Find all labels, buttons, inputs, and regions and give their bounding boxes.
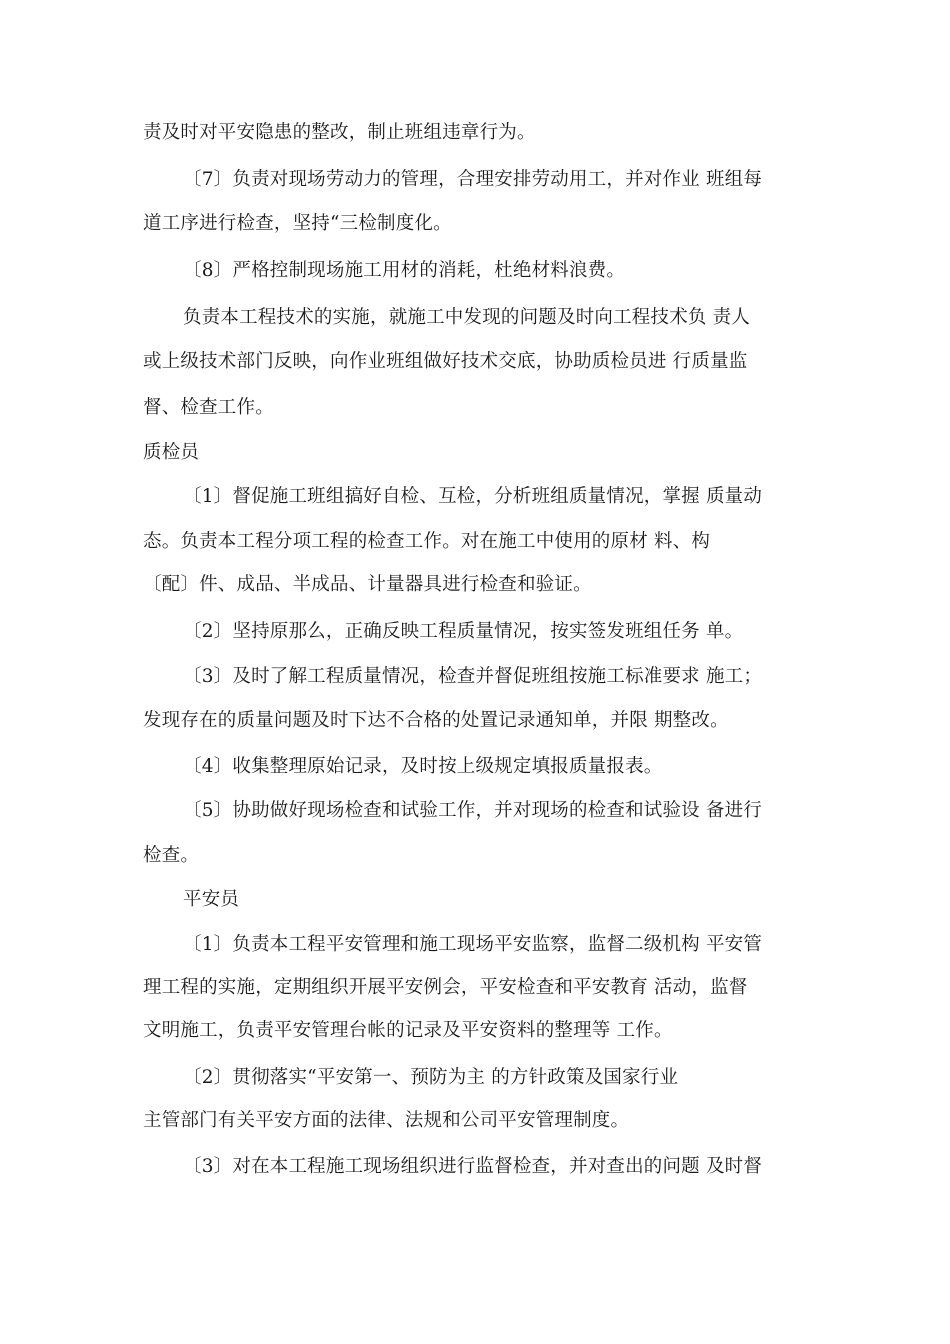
text-line: 〔8〕严格控制现场施工用材的消耗，杜绝材料浪费。	[183, 260, 626, 281]
text-line: 督、检查工作。	[143, 397, 274, 418]
text-line: 〔5〕协助做好现场检查和试验工作，并对现场的检查和试验设 备进行	[183, 800, 763, 821]
text-line: 〔3〕对在本工程施工现场组织进行监督检查，并对查出的问题 及时督	[183, 1156, 763, 1177]
text-line: 负责本工程技术的实施，就施工中发现的问题及时向工程技术负 责人	[183, 307, 751, 328]
text-line: 主管部门有关平安方面的法律、法规和公司平安管理制度。	[143, 1110, 630, 1131]
text-line: 〔2〕坚持原那么，正确反映工程质量情况，按实签发班组任务 单。	[183, 621, 744, 642]
text-line: 发现存在的质量问题及时下达不合格的处置记录通知单，并限 期整改。	[143, 710, 729, 731]
text-line: 责及时对平安隐患的整改，制止班组违章行为。	[143, 122, 536, 143]
text-line: 态。负责本工程分项工程的检查工作。对在施工中使用的原材 料、构	[143, 531, 711, 552]
text-line: 〔1〕负责本工程平安管理和施工现场平安监察，监督二级机构 平安管	[183, 934, 763, 955]
text-line: 理工程的实施，定期组织开展平安例会，平安检查和平安教育 活动，监督	[143, 977, 748, 998]
text-line: 检查。	[143, 845, 200, 866]
text-line: 〔2〕贯彻落实“平安第一、预防为主 的方针政策及国家行业	[183, 1067, 679, 1088]
text-line: 〔配〕件、成品、半成品、计量器具进行检查和验证。	[143, 574, 592, 595]
section-heading: 质检员	[143, 442, 200, 463]
text-line: 〔4〕收集整理原始记录，及时按上级规定填报质量报表。	[183, 756, 663, 777]
text-line: 〔3〕及时了解工程质量情况，检查并督促班组按施工标准要求 施工；	[183, 666, 763, 687]
text-line: 〔1〕督促施工班组搞好自检、互检，分析班组质量情况，掌握 质量动	[183, 486, 763, 507]
text-line: 〔7〕负责对现场劳动力的管理，合理安排劳动用工，并对作业 班组每	[183, 169, 763, 190]
text-line: 道工序进行检查，坚持“三检制度化。	[143, 213, 452, 234]
text-line: 文明施工，负责平安管理台帐的记录及平安资料的整理等 工作。	[143, 1020, 673, 1041]
text-line: 或上级技术部门反映，向作业班组做好技术交底，协助质检员进 行质量监	[143, 351, 748, 372]
section-heading: 平安员	[183, 889, 240, 910]
